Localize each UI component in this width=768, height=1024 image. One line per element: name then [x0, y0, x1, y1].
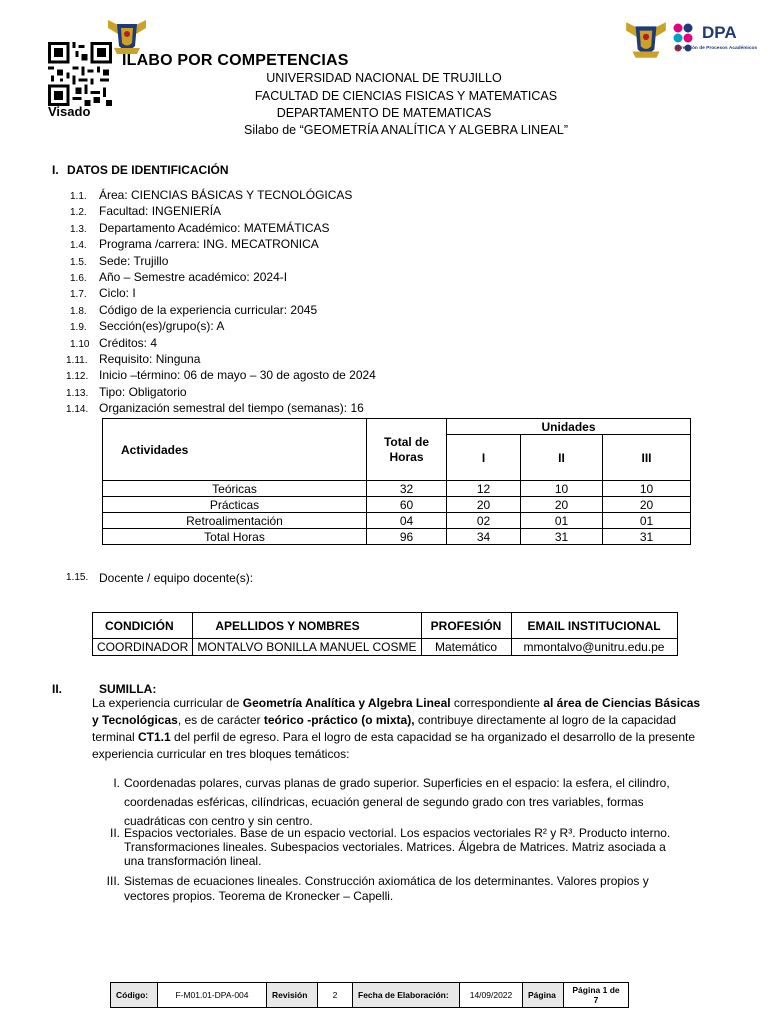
footer-table [110, 982, 629, 1008]
list-item: 1.4. Programa /carrera: ING. MECATRONICA [70, 237, 319, 252]
dpa-logo-text: DPA [702, 23, 737, 42]
unit-header: II [521, 435, 603, 481]
faculty-name: FACULTAD DE CIENCIAS FISICAS Y MATEMATICAS [254, 89, 558, 103]
pagina-value: Página 1 de 7 [564, 983, 629, 1008]
section-1-title: DATOS DE IDENTIFICACIÓN [67, 163, 229, 177]
email-link[interactable]: mmontalvo@unitru.edu.pe [511, 639, 677, 656]
list-item: 1.8. Código de la experiencia curricular: 2045 [70, 302, 318, 317]
document-main-title: ILABO POR COMPETENCIAS [122, 52, 349, 69]
department-name: DEPARTAMENTO DE MATEMATICAS [276, 106, 492, 120]
list-item: 1.11. Requisito: Ninguna [66, 352, 201, 367]
thematic-block: III. Sistemas de ecuaciones lineales. Construcción axiomática de los determinantes. Valores propios y vectores propios. Teorema de Kronecker – Capelli. [106, 874, 649, 903]
visado-label: Visado [48, 104, 91, 119]
col-total-header: Total de Horas [367, 419, 447, 481]
revision-value: 2 [318, 983, 353, 1008]
pagina-label: Página [523, 983, 564, 1008]
fecha-label: Fecha de Elaboración: [353, 983, 460, 1008]
col-activities-header: Actividades [103, 419, 367, 481]
list-item: 1.7. Ciclo: I [70, 286, 136, 301]
unit-header: III [603, 435, 691, 481]
list-item: 1.12. Inicio –término: 06 de mayo – 30 de agosto de 2024 [66, 368, 376, 383]
thematic-block: II. Espacios vectoriales. Base de un espacio vectorial. Los espacios vectoriales R² y R³. Producto interno. Transformaciones lineales. Subespacios vectoriales. Matrices. Álgebra de Matrices. Matriz asociada a una transformación lineal. [109, 826, 671, 868]
table-row: COORDINADOR MONTALVO BONILLA MANUEL COSME Matemático mmontalvo@unitru.edu.pe [93, 639, 678, 656]
list-item: 1.6. Año – Semestre académico: 2024-I [70, 270, 288, 285]
table-row: Total Horas 96 34 31 31 [103, 529, 691, 545]
sumilla-paragraph: La experiencia curricular de Geometría Analítica y Algebra Lineal correspondiente al área de Ciencias Básicas y Tecnológicas, es de carácter teórico -práctico (o mixta), contribuye directamente al logro de la capacidad terminal CT1.1 del perfil de egreso. Para el logro de esta capacidad se ha organizado el desarrollo de la presente experiencia curricular en tres bloques temáticos: [92, 696, 701, 761]
list-item: 1.2. Facultad: INGENIERÍA [70, 204, 222, 219]
university-name: UNIVERSIDAD NACIONAL DE TRUJILLO [266, 71, 502, 85]
dpa-logo-group [622, 18, 758, 62]
col-condicion-header: CONDICIÓN [93, 613, 193, 639]
revision-label: Revisión [267, 983, 318, 1008]
university-crest-icon [622, 18, 670, 62]
section-1-number: I. [52, 163, 59, 177]
list-item: 1.5. Sede: Trujillo [70, 253, 169, 268]
list-item: 1.13. Tipo: Obligatorio [66, 384, 187, 399]
col-nombres-header: APELLIDOS Y NOMBRES [193, 613, 421, 639]
col-units-header: Unidades [447, 419, 691, 435]
col-email-header: EMAIL INSTITUCIONAL [511, 613, 677, 639]
syllabus-title: Silabo de “GEOMETRÍA ANALÍTICA Y ALGEBRA LINEAL” [244, 123, 568, 137]
docente-table [92, 612, 678, 656]
list-item: 1.1. Área: CIENCIAS BÁSICAS Y TECNOLÓGICAS [70, 188, 353, 202]
list-item: 1.3. Departamento Académico: MATEMÁTICAS [70, 220, 330, 235]
section-2-number: II. [52, 682, 63, 696]
hours-table [102, 418, 691, 545]
table-row: Teóricas 32 12 10 10 [103, 481, 691, 497]
codigo-value: F-M01.01-DPA-004 [158, 983, 267, 1008]
list-item: 1.9. Sección(es)/grupo(s): A [70, 319, 225, 334]
list-item: 1.14. Organización semestral del tiempo (semanas): 16 [66, 401, 364, 416]
codigo-label: Código: [111, 983, 158, 1008]
dpa-subtitle: Dirección de Procesos Académicos [676, 46, 758, 51]
fecha-value: 14/09/2022 [460, 983, 523, 1008]
unit-header: I [447, 435, 521, 481]
thematic-block: I. Coordenadas polares, curvas planas de grado superior. Superficies en el espacio: la esfera, el cilindro, coordenadas esféricas, cilíndricas, ecuación general de segundo grado con tres variables, formas cuadráticas con centro y sin centro. [113, 776, 670, 828]
section-2-title: SUMILLA: [99, 682, 157, 696]
docente-label-row: 1.15. Docente / equipo docente(s): [66, 571, 254, 585]
list-item: 1.10 Créditos: 4 [70, 335, 158, 350]
table-row: Prácticas 60 20 20 20 [103, 497, 691, 513]
col-profesion-header: PROFESIÓN [421, 613, 511, 639]
table-row: Retroalimentación 04 02 01 01 [103, 513, 691, 529]
identification-list [66, 188, 376, 418]
